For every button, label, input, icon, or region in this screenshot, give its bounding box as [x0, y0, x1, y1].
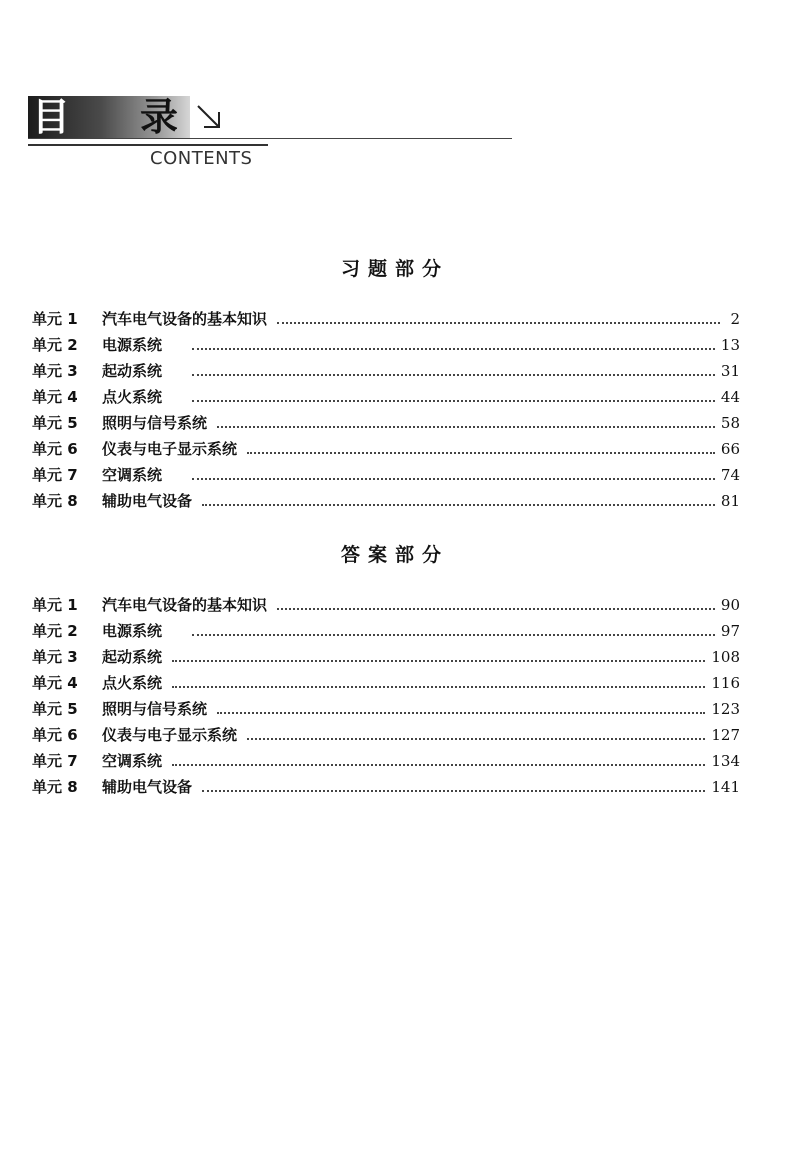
dot-leader	[172, 660, 705, 662]
unit-label: 单元 4	[32, 674, 78, 692]
title-band	[28, 96, 190, 138]
entry-title: 电源系统	[102, 336, 163, 354]
toc-entry[interactable]	[32, 488, 740, 514]
entry-title: 汽车电气设备的基本知识	[102, 310, 268, 328]
unit-label: 单元 3	[32, 362, 78, 380]
entry-title: 汽车电气设备的基本知识	[102, 596, 268, 614]
entry-title: 空调系统	[102, 752, 163, 770]
page-number: 31	[720, 362, 740, 380]
title-char-lu: 录	[140, 95, 179, 139]
title-char-mu: 目	[32, 95, 71, 139]
page-number: 141	[711, 778, 740, 796]
toc-list-answers	[32, 592, 740, 800]
toc-entry[interactable]	[32, 436, 740, 462]
dot-leader	[172, 686, 705, 688]
entry-title: 点火系统	[102, 388, 163, 406]
page-number: 13	[720, 336, 740, 354]
entry-title: 起动系统	[102, 362, 163, 380]
section-title-answers: 答案部分	[340, 544, 449, 566]
toc-entry[interactable]	[32, 592, 740, 618]
unit-label: 单元 4	[32, 388, 78, 406]
dot-leader	[172, 764, 705, 766]
dot-leader	[217, 712, 705, 714]
header-rule-thin	[28, 138, 512, 139]
toc-entry[interactable]	[32, 462, 740, 488]
page-number: 44	[720, 388, 740, 406]
toc-entry[interactable]	[32, 618, 740, 644]
entry-title: 辅助电气设备	[102, 492, 193, 510]
unit-label: 单元 8	[32, 492, 78, 510]
dot-leader	[192, 400, 715, 402]
unit-label: 单元 7	[32, 466, 78, 484]
dot-leader	[192, 478, 715, 480]
page-number: 123	[711, 700, 740, 718]
toc-entry[interactable]	[32, 670, 740, 696]
entry-title: 照明与信号系统	[102, 700, 208, 718]
arrow-down-right-icon	[194, 102, 224, 132]
toc-entry[interactable]	[32, 358, 740, 384]
page-number: 2	[730, 310, 740, 328]
unit-label: 单元 6	[32, 726, 78, 744]
dot-leader	[192, 374, 715, 376]
unit-label: 单元 1	[32, 310, 78, 328]
page-number: 97	[720, 622, 740, 640]
dot-leader	[202, 504, 715, 506]
unit-label: 单元 3	[32, 648, 78, 666]
toc-entry[interactable]	[32, 774, 740, 800]
toc-header	[28, 96, 518, 176]
page-number: 134	[711, 752, 740, 770]
unit-label: 单元 7	[32, 752, 78, 770]
dot-leader	[277, 608, 715, 610]
dot-leader	[202, 790, 705, 792]
page-number: 66	[720, 440, 740, 458]
unit-label: 单元 1	[32, 596, 78, 614]
toc-entry[interactable]	[32, 748, 740, 774]
toc-entry[interactable]	[32, 384, 740, 410]
unit-label: 单元 5	[32, 414, 78, 432]
dot-leader	[277, 322, 720, 324]
page-number: 90	[720, 596, 740, 614]
dot-leader	[247, 452, 715, 454]
toc-entry[interactable]	[32, 306, 740, 332]
unit-label: 单元 2	[32, 336, 78, 354]
toc-list-exercises	[32, 306, 740, 514]
entry-title: 仪表与电子显示系统	[102, 440, 238, 458]
toc-entry[interactable]	[32, 332, 740, 358]
page-number: 74	[720, 466, 740, 484]
page-number: 108	[711, 648, 740, 666]
entry-title: 辅助电气设备	[102, 778, 193, 796]
page-number: 58	[720, 414, 740, 432]
entry-title: 点火系统	[102, 674, 163, 692]
entry-title: 电源系统	[102, 622, 163, 640]
entry-title: 照明与信号系统	[102, 414, 208, 432]
dot-leader	[247, 738, 705, 740]
toc-entry[interactable]	[32, 410, 740, 436]
unit-label: 单元 2	[32, 622, 78, 640]
entry-title: 空调系统	[102, 466, 163, 484]
toc-entry[interactable]	[32, 696, 740, 722]
contents-subtitle: CONTENTS	[150, 148, 253, 169]
toc-entry[interactable]	[32, 644, 740, 670]
unit-label: 单元 8	[32, 778, 78, 796]
entry-title: 仪表与电子显示系统	[102, 726, 238, 744]
unit-label: 单元 6	[32, 440, 78, 458]
entry-title: 起动系统	[102, 648, 163, 666]
page-number: 127	[711, 726, 740, 744]
header-rule-thick	[28, 144, 268, 146]
section-title-exercises: 习题部分	[340, 258, 449, 280]
page-number: 81	[720, 492, 740, 510]
unit-label: 单元 5	[32, 700, 78, 718]
dot-leader	[192, 348, 715, 350]
page-number: 116	[711, 674, 740, 692]
dot-leader	[217, 426, 715, 428]
toc-entry[interactable]	[32, 722, 740, 748]
dot-leader	[192, 634, 715, 636]
